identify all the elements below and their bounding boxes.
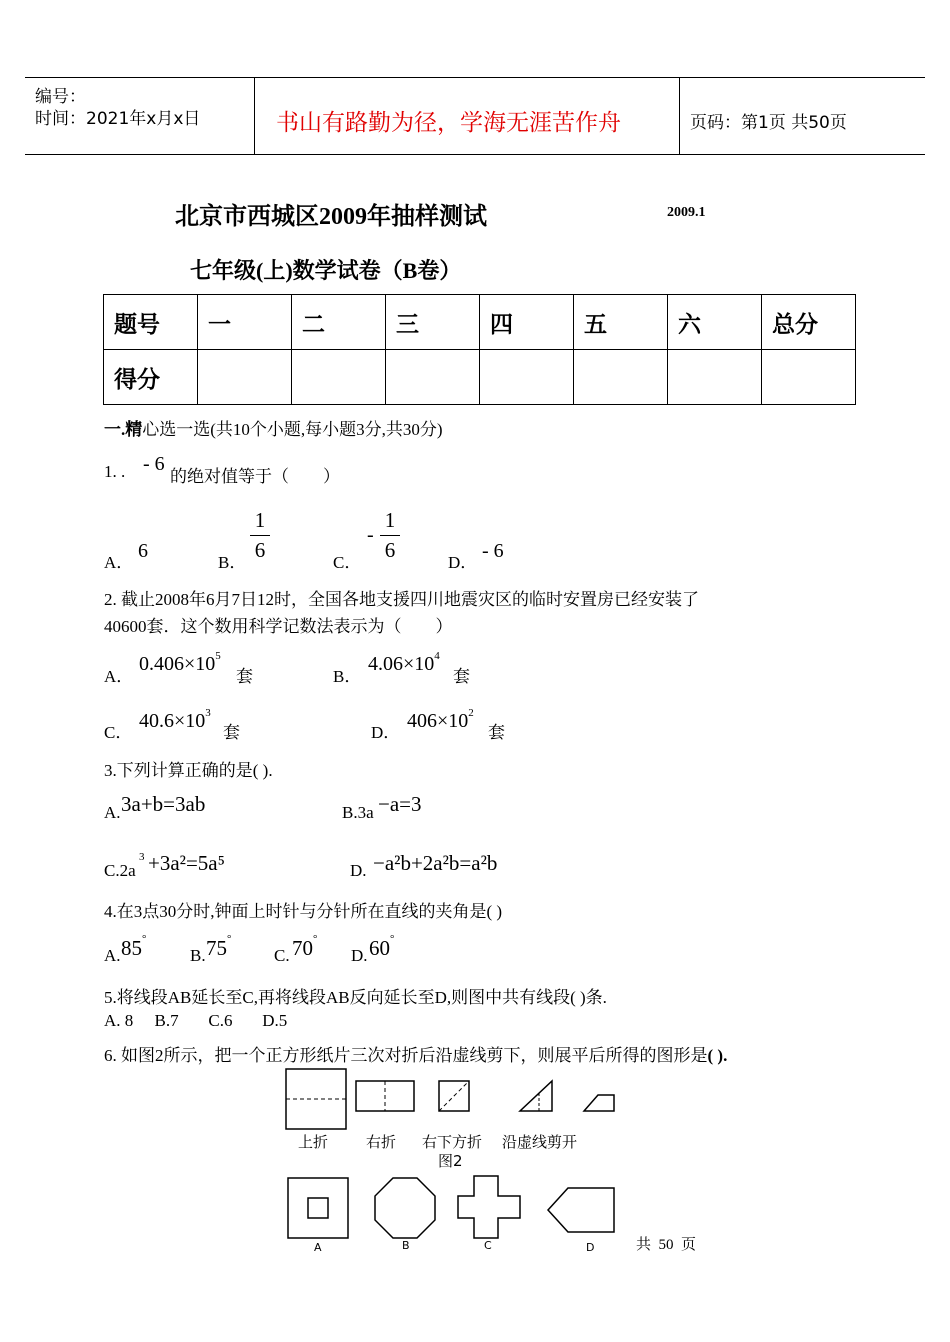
q6-stem xyxy=(104,1041,727,1066)
q2-option-b-unit: 套 xyxy=(453,667,470,686)
header-cell-6: 六 xyxy=(668,295,762,350)
shape-c-label: C xyxy=(484,1239,492,1252)
degree-sign: ° xyxy=(227,933,232,945)
q2-option-d-exp: 2 xyxy=(468,707,474,719)
q3-option-a-label: A. xyxy=(104,803,121,822)
fold-label-4: 沿虚线剪开 xyxy=(502,1133,578,1151)
q5-options: A. 8 B.7 C.6 D.5 xyxy=(104,1011,288,1030)
q2-option-b-expr xyxy=(368,650,440,676)
q1-option-c-denominator: 6 xyxy=(384,538,396,562)
header-cell-total: 总分 xyxy=(762,295,856,350)
q2-option-c-label: C． xyxy=(104,723,133,742)
section-1-bold: 精 xyxy=(125,420,143,439)
q4-option-d-number: 60 xyxy=(369,936,390,960)
q4-option-b-number: 75 xyxy=(206,936,227,960)
q2-option-d-label: D． xyxy=(371,723,401,742)
figure-caption: 图2 xyxy=(438,1152,463,1170)
score-row-label: 得分 xyxy=(104,350,198,405)
score-cell[interactable] xyxy=(574,350,668,405)
serial-label: 编号： xyxy=(35,87,86,107)
time-label: 时间：2021年x月x日 xyxy=(35,109,201,129)
q2-stem-line2: 40600套．这个数用科学记数法表示为（ ） xyxy=(104,617,453,636)
q2-stem-line1: 2. 截止2008年6月7日12时，全国各地支援四川地震灾区的临时安置房已经安装了 xyxy=(104,590,699,609)
q1-option-a-value: 6 xyxy=(138,540,148,562)
fold-label-1: 上折 xyxy=(298,1133,329,1151)
q1-option-b-fraction xyxy=(250,508,270,563)
q2-option-b-base: 4.06×10 xyxy=(368,653,435,675)
q1-option-c-fraction xyxy=(380,508,400,563)
header-motto: 书山有路勤为径，学海无涯苦作舟 xyxy=(276,110,621,136)
shape-a-inner-square xyxy=(308,1198,328,1218)
footer-total-pages: 共 50 页 xyxy=(636,1237,697,1253)
header-cell-2: 二 xyxy=(292,295,386,350)
q1-option-a-label: A． xyxy=(104,553,134,572)
q3-option-a-expr: 3a+b=3ab xyxy=(121,792,206,816)
q3-stem: 3.下列计算正确的是( ). xyxy=(104,761,273,780)
shape-c-cross xyxy=(458,1176,520,1238)
q2-option-a-label: A． xyxy=(104,667,134,686)
score-cell[interactable] xyxy=(198,350,292,405)
score-table xyxy=(103,294,856,405)
q6-stem-text: 6. 如图2所示，把一个正方形纸片三次对折后沿虚线剪下，则展平后所得的图形是 xyxy=(104,1046,708,1065)
fold-step-3-dashline xyxy=(439,1081,469,1111)
shape-d-label: D xyxy=(586,1241,595,1254)
score-cell[interactable] xyxy=(480,350,574,405)
q4-option-b-value xyxy=(206,933,232,961)
shape-a-outer-square xyxy=(288,1178,348,1238)
shape-d-pentagon xyxy=(548,1188,614,1232)
header-cell-3: 三 xyxy=(386,295,480,350)
fold-label-3: 右下方折 xyxy=(422,1133,483,1151)
q2-option-d-expr xyxy=(407,707,474,733)
q4-option-d-label: D. xyxy=(351,946,368,965)
header-cell-question-no: 题号 xyxy=(104,295,198,350)
shape-a-label: A xyxy=(314,1241,322,1254)
score-cell[interactable] xyxy=(292,350,386,405)
q3-option-c-cube: 3 xyxy=(139,851,145,863)
q1-option-b-denominator: 6 xyxy=(254,538,266,562)
q2-option-b-label: B． xyxy=(333,667,362,686)
q3-option-b-label: B.3a xyxy=(342,803,374,822)
q4-option-d-value xyxy=(369,933,395,961)
degree-sign: ° xyxy=(313,933,318,945)
exam-date: 2009.1 xyxy=(667,205,706,220)
header-cell-4: 四 xyxy=(480,295,574,350)
score-cell[interactable] xyxy=(386,350,480,405)
q5-stem: 5.将线段AB延长至C,再将线段AB反向延长至D,则图中共有线段( )条. xyxy=(104,988,607,1007)
q1-option-c-sign: - xyxy=(367,524,374,546)
q2-option-b-exp: 4 xyxy=(434,650,440,662)
q4-option-c-number: 70 xyxy=(292,936,313,960)
q2-option-c-unit: 套 xyxy=(223,723,240,742)
q2-option-d-base: 406×10 xyxy=(407,710,469,732)
score-cell[interactable] xyxy=(668,350,762,405)
q4-option-c-value xyxy=(292,933,318,961)
q2-option-c-expr xyxy=(139,707,211,733)
q1-option-c-numerator: 1 xyxy=(384,508,396,532)
q2-option-d-unit: 套 xyxy=(488,723,505,742)
header-bottom-rule xyxy=(25,154,925,155)
q1-option-b-numerator: 1 xyxy=(254,508,266,532)
q3-option-c-label: C.2a xyxy=(104,861,136,880)
score-cell[interactable] xyxy=(762,350,856,405)
q2-option-c-base: 40.6×10 xyxy=(139,710,206,732)
q3-option-b-expr: −a=3 xyxy=(378,792,422,816)
section-1-prefix: 一. xyxy=(104,420,126,439)
q2-option-a-exp: 5 xyxy=(215,650,221,662)
q3-option-d-label: D. xyxy=(350,861,367,880)
page-info: 页码：第1页 共50页 xyxy=(690,113,847,133)
q2-option-a-expr xyxy=(139,650,221,676)
q3-option-d-expr: −a²b+2a²b=a²b xyxy=(373,851,498,875)
page-subtitle: 七年级(上)数学试卷（B卷） xyxy=(190,258,462,283)
q3-option-c-expr: +3a²=5a⁵ xyxy=(148,851,225,875)
q4-option-a-label: A. xyxy=(104,946,121,965)
header-cell-5: 五 xyxy=(574,295,668,350)
page-title: 北京市西城区2009年抽样测试 xyxy=(175,204,487,230)
degree-sign: ° xyxy=(390,933,395,945)
q2-option-a-unit: 套 xyxy=(236,667,253,686)
q1-option-d-label: D． xyxy=(448,553,478,572)
q4-option-a-number: 85 xyxy=(121,936,142,960)
q1-option-c-label: C． xyxy=(333,553,362,572)
q4-option-b-label: B. xyxy=(190,946,206,965)
header-divider-left xyxy=(254,77,255,155)
q1-stem-prefix: 1. . xyxy=(104,462,126,481)
q2-option-a-base: 0.406×10 xyxy=(139,653,216,675)
degree-sign: ° xyxy=(142,933,147,945)
fold-label-2: 右折 xyxy=(366,1133,397,1151)
header-top-rule xyxy=(25,77,925,78)
header-cell-1: 一 xyxy=(198,295,292,350)
fraction-bar xyxy=(380,535,400,536)
section-1-rest: 心选一选(共10个小题,每小题3分,共30分) xyxy=(142,420,443,439)
q4-option-c-label: C. xyxy=(274,946,290,965)
q4-stem: 4.在3点30分时,钟面上时针与分针所在直线的夹角是( ) xyxy=(104,902,503,921)
q2-option-c-exp: 3 xyxy=(205,707,211,719)
score-table-score-row xyxy=(104,350,856,405)
q6-stem-end: ( ). xyxy=(707,1046,728,1065)
answer-shapes xyxy=(280,1172,620,1257)
q4-option-a-value xyxy=(121,933,147,961)
fold-diagram xyxy=(280,1065,630,1175)
fraction-bar xyxy=(250,535,270,536)
fold-step-4-triangle xyxy=(520,1081,552,1111)
shape-b-octagon xyxy=(375,1178,435,1238)
header-divider-right xyxy=(679,77,680,155)
cut-result-shape xyxy=(584,1095,614,1111)
q1-option-b-label: B． xyxy=(218,553,247,572)
q1-stem-expr: - 6 xyxy=(143,453,165,475)
section-1-heading xyxy=(104,415,443,440)
score-table-header-row xyxy=(104,295,856,350)
shape-b-label: B xyxy=(402,1239,410,1252)
q1-stem-suffix: 的绝对值等于（ ） xyxy=(170,467,340,486)
q1-option-d-value: - 6 xyxy=(482,540,504,562)
